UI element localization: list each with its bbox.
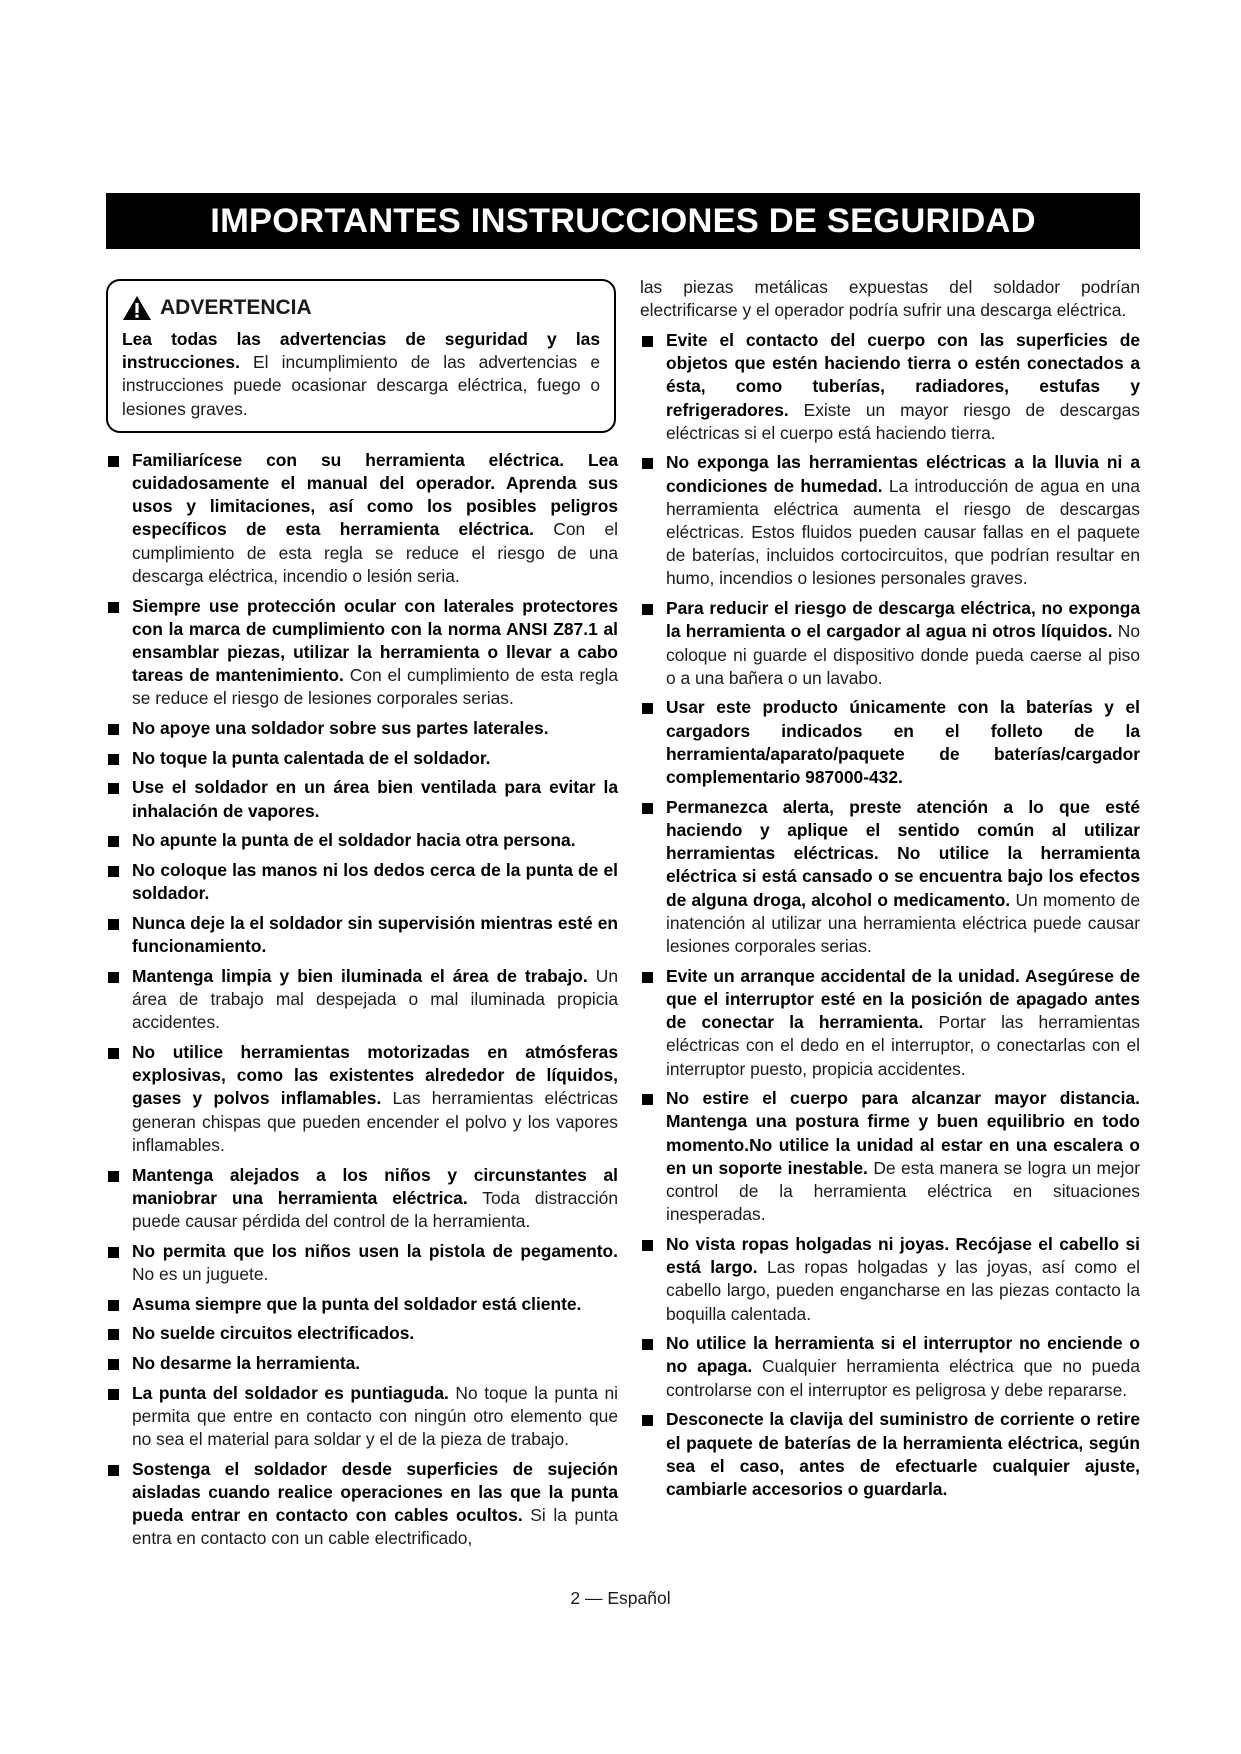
safety-item: [640, 1332, 1140, 1402]
item-bold-text: No apunte la punta de el soldador hacia otra persona.: [132, 830, 576, 851]
item-bold-text: Use el soldador en un área bien ventilada para evitar la inhalación de vapores.: [132, 777, 618, 821]
bullet-square-icon: [108, 1389, 119, 1400]
bullet-square-icon: [642, 1339, 653, 1350]
right-column: [640, 276, 1140, 1508]
item-text: No es un juguete.: [132, 1263, 269, 1284]
item-bold-text: No utilice la herramienta si el interruptor no enciende o no apaga.: [666, 1333, 1140, 1377]
safety-item: [640, 451, 1140, 590]
item-bold-text: No vista ropas holgadas ni joyas. Recójase el cabello si está largo.: [666, 1233, 1140, 1278]
bullet-square-icon: [642, 604, 653, 615]
safety-item: [640, 597, 1140, 690]
bullet-square-icon: [642, 972, 653, 983]
bullet-square-icon: [642, 703, 653, 714]
bullet-square-icon: [642, 336, 653, 347]
safety-item: [106, 776, 618, 822]
item-text: Un área de trabajo mal despejada o mal iluminada propicia accidentes.: [132, 965, 619, 1033]
item-bold-text: No suelde circuitos electrificados.: [132, 1323, 415, 1344]
bullet-square-icon: [108, 724, 119, 735]
bullet-square-icon: [108, 1171, 119, 1182]
safety-item: [106, 1352, 618, 1375]
item-bold-text: Para reducir el riesgo de descarga eléctrica, no exponga la herramienta o el cargador al agua ni otros líquidos.: [666, 598, 1140, 642]
item-text: Cualquier herramienta eléctrica que no pueda controlarse con el interruptor es peligrosa y debe repararse.: [666, 1356, 1141, 1400]
item-text: Existe un mayor riesgo de descargas eléctricas si el cuerpo está haciendo tierra.: [666, 399, 1140, 443]
item-text: Si la punta entra en contacto con un cable electrificado,: [132, 1505, 619, 1549]
bullet-square-icon: [108, 1300, 119, 1311]
safety-item: [106, 747, 618, 770]
item-bold-text: Evite un arranque accidental de la unidad. Asegúrese de que el interruptor esté en la posición de apagado antes de conectar la herramienta.: [666, 965, 1140, 1033]
bullet-square-icon: [108, 919, 119, 930]
item-bold-text: La punta del soldador es puntiaguda.: [132, 1382, 449, 1403]
item-text: Las herramientas eléctricas generan chispas que pueden encender el polvo y los vapores inflamables.: [132, 1088, 618, 1155]
item-bold-text: No apoye una soldador sobre sus partes laterales.: [132, 718, 549, 739]
safety-item: [106, 1041, 618, 1157]
bullet-square-icon: [108, 1247, 119, 1258]
page-title: IMPORTANTES INSTRUCCIONES DE SEGURIDAD: [106, 193, 1140, 249]
item-text: Con el cumplimiento de esta regla se reduce el riesgo de una descarga eléctrica, incendio o lesión seria.: [132, 519, 618, 586]
item-bold-text: Desconecte la clavija del suministro de corriente o retire el paquete de baterías de la herramienta eléctrica, según sea el caso, antes de efectuarle cualquier ajuste, cambiarle accesorios o guardarla.: [666, 1409, 1140, 1499]
item-bold-text: Familiarícese con su herramienta eléctrica. Lea cuidadosamente el manual del operador. Aprenda sus usos y limitaciones, así como los posibles peligros específicos de esta herramienta eléctrica.: [132, 449, 618, 540]
bullet-square-icon: [108, 866, 119, 877]
item-text: No coloque ni guarde el dispositivo donde pueda caerse al piso o a una bañera o un lavabo.: [666, 621, 1140, 688]
item-bold-text: Evite el contacto del cuerpo con las superficies de objetos que estén haciendo tierra o estén conectados a ésta, como tuberías, radiadores, estufas y refrigeradores.: [666, 329, 1140, 420]
safety-item: [640, 796, 1140, 958]
warning-heading: [122, 295, 600, 321]
item-bold-text: Usar este producto únicamente con la baterías y el cargadors indicados en el folleto de la herramienta/aparato/paquete de baterías/cargador complementario 987000-432.: [666, 697, 1140, 788]
safety-item: [106, 1164, 618, 1234]
item-bold-text: Mantenga alejados a los niños y circunstantes al maniobrar una herramienta eléctrica.: [132, 1164, 618, 1208]
item-text: La introducción de agua en una herramienta eléctrica aumenta el riesgo de descargas eléctricas. Estos fluidos pueden causar fallas en el paquete de baterías, incluidos cortocircuitos, que podrían resultar en humo, incendios o lesiones personales graves.: [666, 475, 1140, 589]
safety-item: [106, 912, 618, 958]
item-bold-text: Siempre use protección ocular con laterales protectores con la marca de cumplimiento con la norma ANSI Z87.1 al ensamblar piezas, utilizar la herramienta o llevar a cabo tareas de mantenimiento.: [132, 595, 618, 686]
bullet-square-icon: [108, 456, 119, 467]
left-safety-list: [106, 449, 618, 1551]
item-bold-text: Mantenga limpia y bien iluminada el área de trabajo.: [132, 965, 588, 986]
item-bold-text: No permita que los niños usen la pistola de pegamento.: [132, 1240, 618, 1261]
item-bold-text: No utilice herramientas motorizadas en atmósferas explosivas, como las existentes alrededor de líquidos, gases y polvos inflamables.: [132, 1041, 618, 1109]
bullet-square-icon: [108, 972, 119, 983]
item-text: Toda distracción puede causar pérdida del control de la herramienta.: [132, 1187, 618, 1231]
safety-item: [640, 1087, 1140, 1226]
item-bold-text: No toque la punta calentada de el soldador.: [132, 747, 491, 768]
safety-item: [640, 965, 1140, 1081]
bullet-square-icon: [108, 754, 119, 765]
item-text: De esta manera se logra un mejor control de la herramienta eléctrica en situaciones inesperadas.: [666, 1157, 1140, 1225]
item-bold-text: Permanezca alerta, preste atención a lo que esté haciendo y aplique el sentido común al utilizar herramientas eléctricas. No utilice la herramienta eléctrica si está cansado o se encuentra bajo los efectos de alguna droga, alcohol o medicamento.: [666, 796, 1140, 910]
bullet-square-icon: [108, 783, 119, 794]
right-safety-list: [640, 329, 1140, 1501]
item-text: Las ropas holgadas y las joyas, así como el cabello largo, pueden engancharse en las piezas contacto la boquilla calentada.: [666, 1257, 1140, 1324]
bullet-square-icon: [642, 1240, 653, 1251]
item-text: No toque la punta ni permita que entre en contacto con ningún otro elemento que no sea el material para soldar y el de la pieza de trabajo.: [132, 1382, 618, 1450]
warning-heading-text: ADVERTENCIA: [160, 296, 312, 320]
warning-box: [106, 279, 616, 433]
item-bold-text: No estire el cuerpo para alcanzar mayor distancia. Mantenga una postura firme y buen equilibrio en todo momento.No utilice la unidad al estar en una escalera o en un soporte inestable.: [666, 1088, 1140, 1178]
item-text: Portar las herramientas eléctricas con el dedo en el interruptor, o conectarlas con el interruptor puesto, propicia accidentes.: [666, 1012, 1140, 1079]
left-column: [106, 279, 618, 1557]
bullet-square-icon: [642, 1094, 653, 1105]
safety-item: [106, 717, 618, 740]
safety-item: [640, 329, 1140, 445]
safety-item: [106, 595, 618, 711]
bullet-square-icon: [642, 1415, 653, 1426]
safety-item: [106, 859, 618, 905]
safety-item: [640, 696, 1140, 789]
safety-item: [106, 1458, 618, 1551]
item-bold-text: Nunca deje la el soldador sin supervisión mientras esté en funcionamiento.: [132, 912, 618, 957]
item-text: Con el cumplimiento de esta regla se reduce el riesgo de lesiones corporales serias.: [132, 665, 619, 709]
safety-item: [106, 1240, 618, 1286]
safety-item: [106, 829, 618, 852]
warning-triangle-icon: [122, 295, 152, 321]
item-bold-text: No exponga las herramientas eléctricas a la lluvia ni a condiciones de humedad.: [666, 452, 1140, 496]
item-bold-text: Asuma siempre que la punta del soldador está cliente.: [132, 1293, 582, 1314]
bullet-square-icon: [642, 803, 653, 814]
bullet-square-icon: [108, 602, 119, 613]
safety-item: [106, 1382, 618, 1452]
safety-item: [106, 965, 618, 1035]
bullet-square-icon: [108, 1465, 119, 1476]
bullet-square-icon: [108, 1048, 119, 1059]
bullet-square-icon: [108, 1359, 119, 1370]
item-text: Un momento de inatención al utilizar una herramienta eléctrica puede causar lesiones corporales serias.: [666, 889, 1141, 956]
bullet-square-icon: [108, 1329, 119, 1340]
safety-item: [106, 1293, 618, 1316]
page-footer: 2 — Español: [570, 1588, 671, 1608]
safety-item: [106, 449, 618, 588]
safety-item: [106, 1322, 618, 1345]
continued-text: las piezas metálicas expuestas del soldador podrían electrificarse y el operador podría sufrir una descarga eléctrica.: [640, 277, 1140, 321]
item-bold-text: Sostenga el soldador desde superficies de sujeción aisladas cuando realice operaciones en las que la punta pueda entrar en contacto con cables ocultos.: [132, 1458, 618, 1526]
bullet-square-icon: [108, 836, 119, 847]
warning-text: Lea todas las advertencias de seguridad y las instrucciones. El incumplimiento de las advertencias e instrucciones puede ocasionar descarga eléctrica, fuego o lesiones graves.: [122, 329, 600, 419]
safety-item: [640, 1233, 1140, 1326]
item-bold-text: No desarme la herramienta.: [132, 1352, 361, 1373]
safety-item: [640, 1408, 1140, 1501]
item-bold-text: No coloque las manos ni los dedos cerca de la punta de el soldador.: [132, 860, 618, 904]
bullet-square-icon: [642, 458, 653, 469]
